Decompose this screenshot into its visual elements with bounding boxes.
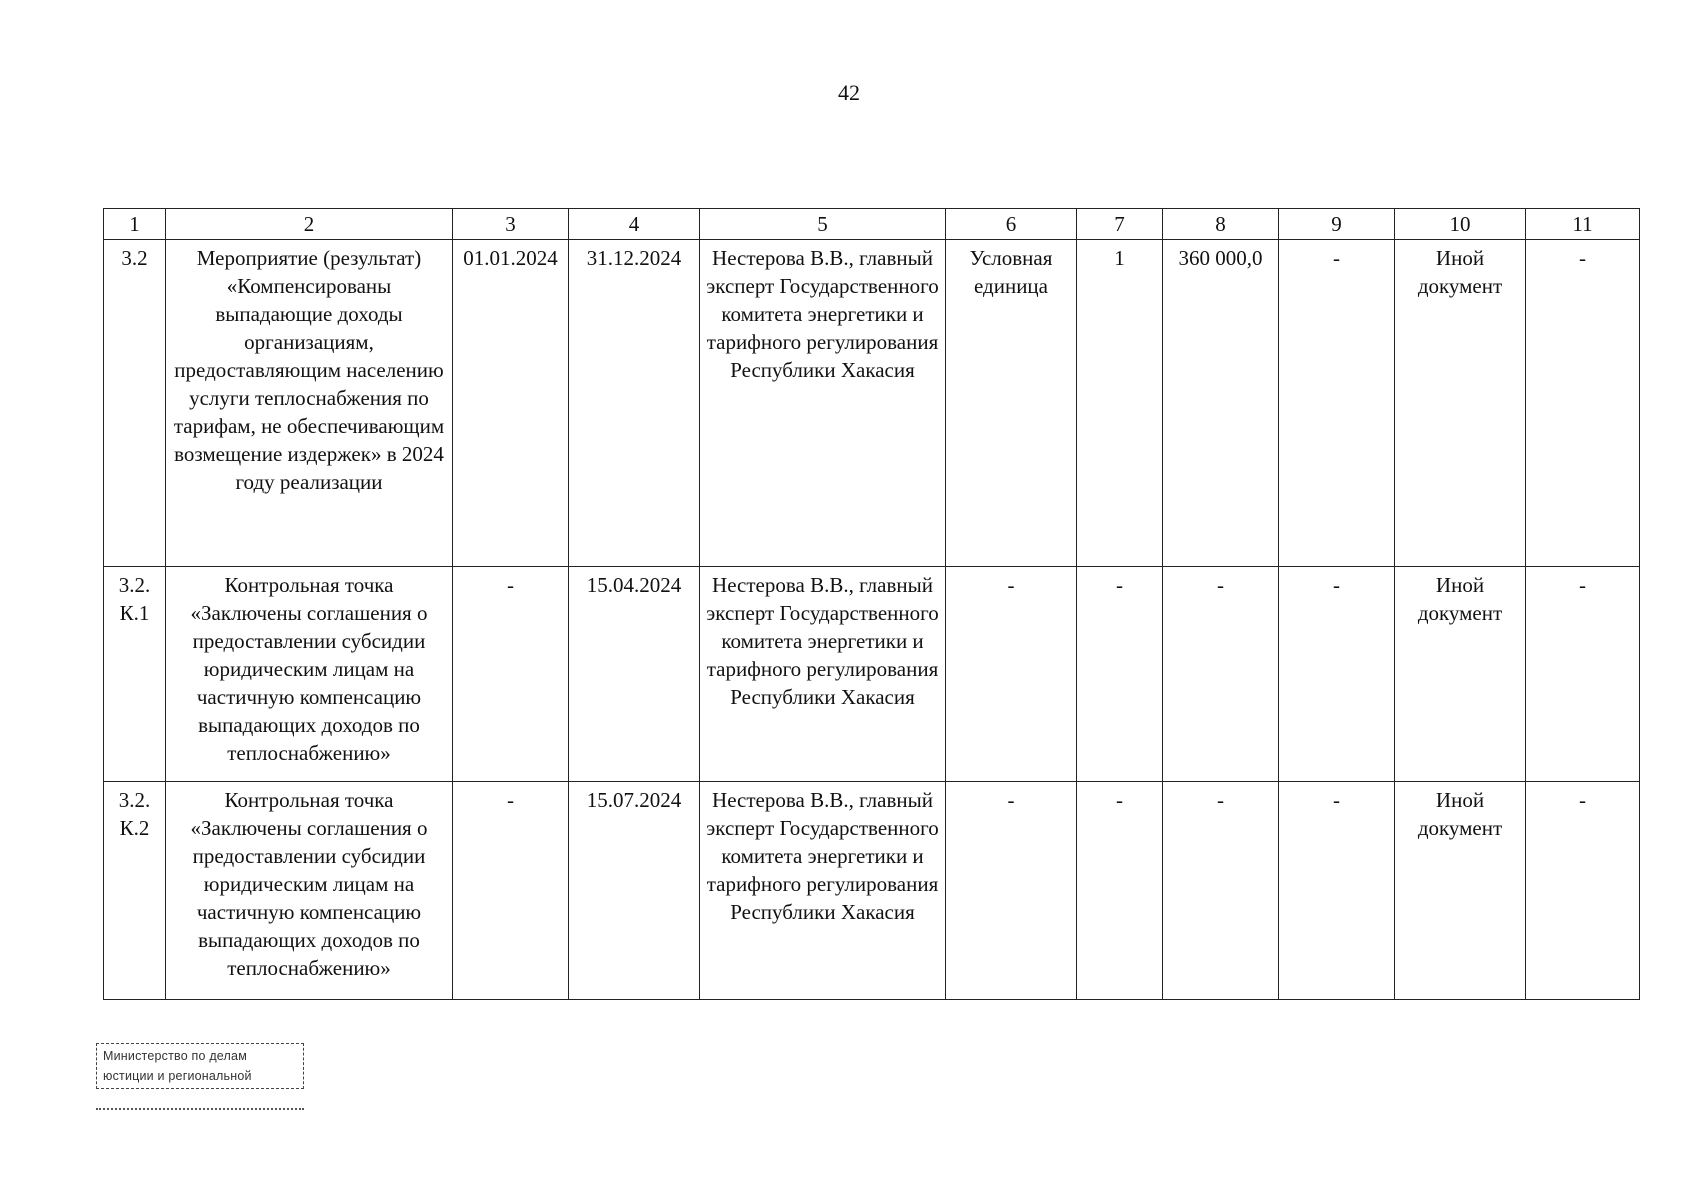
table-row: [104, 782, 1640, 1000]
col9-cell: -: [1279, 240, 1395, 567]
header-cell-5: 5: [700, 209, 946, 240]
unit-cell: Условная единица: [946, 240, 1077, 567]
measure-name-cell: Контрольная точка «Заключены соглашения о предоставлении субсидии юридическим лицам на частичную компенсацию выпадающих доходов по теплоснабжению»: [166, 782, 453, 1000]
unit-cell: -: [946, 782, 1077, 1000]
end-date-cell: 15.04.2024: [569, 567, 700, 782]
table-row: [104, 567, 1640, 782]
start-date-cell: -: [453, 567, 569, 782]
row-number-cell: 3.2. К.2: [104, 782, 166, 1000]
stamp-line-2: юстиции и региональной: [103, 1069, 252, 1083]
col9-cell: -: [1279, 567, 1395, 782]
stamp-line-1: Министерство по делам: [103, 1049, 247, 1063]
start-date-cell: 01.01.2024: [453, 240, 569, 567]
header-cell-2: 2: [166, 209, 453, 240]
amount-cell: 360 000,0: [1163, 240, 1279, 567]
header-row: [104, 209, 1640, 240]
page-number: 42: [838, 80, 860, 105]
header-cell-7: 7: [1077, 209, 1163, 240]
header-cell-3: 3: [453, 209, 569, 240]
value-cell: 1: [1077, 240, 1163, 567]
measures-table: [103, 208, 1640, 1000]
measure-name-cell: Контрольная точка «Заключены соглашения о предоставлении субсидии юридическим лицам на частичную компенсацию выпадающих доходов по теплоснабжению»: [166, 567, 453, 782]
col11-cell: -: [1526, 782, 1640, 1000]
ministry-stamp: [96, 1043, 304, 1089]
document-type-cell: Иной документ: [1395, 240, 1526, 567]
row-number-cell: 3.2. К.1: [104, 567, 166, 782]
col9-cell: -: [1279, 782, 1395, 1000]
table-row: [104, 240, 1640, 567]
end-date-cell: 15.07.2024: [569, 782, 700, 1000]
responsible-cell: Нестерова В.В., главный эксперт Государственного комитета энергетики и тарифного регулирования Республики Хакасия: [700, 782, 946, 1000]
header-cell-1: 1: [104, 209, 166, 240]
responsible-cell: Нестерова В.В., главный эксперт Государственного комитета энергетики и тарифного регулирования Республики Хакасия: [700, 240, 946, 567]
responsible-cell: Нестерова В.В., главный эксперт Государственного комитета энергетики и тарифного регулирования Республики Хакасия: [700, 567, 946, 782]
measure-name-cell: Мероприятие (результат) «Компенсированы выпадающие доходы организациям, предоставляющим населению услуги теплоснабжения по тарифам, не обеспечивающим возмещение издержек» в 2024 году реализации: [166, 240, 453, 567]
col11-cell: -: [1526, 240, 1640, 567]
end-date-cell: 31.12.2024: [569, 240, 700, 567]
start-date-cell: -: [453, 782, 569, 1000]
unit-cell: -: [946, 567, 1077, 782]
value-cell: -: [1077, 782, 1163, 1000]
col11-cell: -: [1526, 567, 1640, 782]
value-cell: -: [1077, 567, 1163, 782]
stamp-underline: [96, 1108, 304, 1110]
header-cell-4: 4: [569, 209, 700, 240]
header-cell-9: 9: [1279, 209, 1395, 240]
document-type-cell: Иной документ: [1395, 782, 1526, 1000]
amount-cell: -: [1163, 567, 1279, 782]
header-cell-10: 10: [1395, 209, 1526, 240]
row-number-cell: 3.2: [104, 240, 166, 567]
header-cell-11: 11: [1526, 209, 1640, 240]
header-cell-6: 6: [946, 209, 1077, 240]
amount-cell: -: [1163, 782, 1279, 1000]
document-type-cell: Иной документ: [1395, 567, 1526, 782]
header-cell-8: 8: [1163, 209, 1279, 240]
